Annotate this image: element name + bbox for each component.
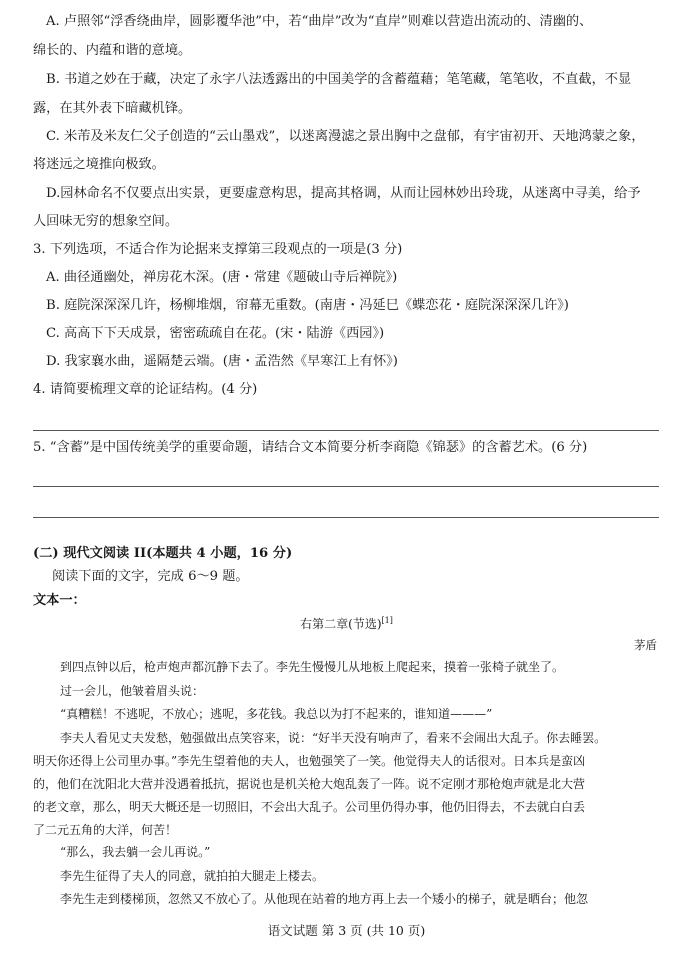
- option-b-line1: B. 书道之妙在于藏，决定了永字八法透露出的中国美学的含蓄蕴藉；笔笔藏，笔笔收，不直截，不显: [46, 72, 632, 87]
- answer-line[interactable]: [33, 430, 659, 431]
- passage-paragraph: 到四点钟以后，枪声炮声都沉静下去了。李先生慢慢儿从地板上爬起来，摸着一张椅子就坐了。: [60, 660, 565, 674]
- passage-paragraph: 李先生征得了夫人的同意，就拍拍大腿走上楼去。: [60, 869, 325, 883]
- text-one-label: 文本一：: [33, 593, 86, 608]
- passage-line: 的，他们在沈阳北大营并没遇着抵抗，据说也是机关枪大炮乱轰了一阵。说不定刚才那枪炮声就是北大营: [33, 777, 586, 791]
- passage-line: 了二元五角的大洋，何苦！: [33, 823, 178, 837]
- question-3-option-a: A. 曲径通幽处，禅房花木深。(唐・常建《题破山寺后禅院》): [46, 270, 398, 285]
- answer-line[interactable]: [33, 486, 659, 487]
- question-3-option-b: B. 庭院深深深几许，杨柳堆烟，帘幕无重数。(南唐・冯延巳《蝶恋花・庭院深深深几许》): [46, 298, 569, 313]
- question-3-option-c: C. 高高下下天成景，密密疏疏自在花。(宋・陆游《西园》): [46, 326, 385, 341]
- passage-line: 明天你还得上公司里办事。”李先生望着他的夫人，也勉强笑了一笑。他觉得夫人的话很对。日本兵是蛮凶: [33, 754, 586, 768]
- option-c-line2: 将迷远之境推向极致。: [33, 157, 165, 172]
- option-b-line2: 露，在其外表下暗藏机锋。: [33, 101, 192, 116]
- option-d-line2: 人回味无穷的想象空间。: [33, 214, 179, 229]
- author: 茅盾: [634, 638, 657, 652]
- answer-line[interactable]: [33, 517, 659, 518]
- chapter-title: [0, 612, 693, 633]
- passage-line: 的老文章，那么，明天大概还是一切照旧，不会出大乱子。公司里仍得办事，他仍旧得去，不去就白白丢: [33, 800, 586, 814]
- option-a-line1: A. 卢照邻“浮香绕曲岸，圆影覆华池”中，若“曲岸”改为“直岸”则难以营造出流动的、清幽的、: [46, 14, 593, 29]
- section-title: (二) 现代文阅读 II(本题共 4 小题，16 分): [33, 546, 293, 561]
- footnote-marker[interactable]: [1]: [381, 616, 393, 625]
- section-instruction: 阅读下面的文字，完成 6～9 题。: [52, 569, 249, 584]
- passage-paragraph: “那么，我去躺一会儿再说。”: [60, 845, 211, 859]
- question-3-option-d: D. 我家襄水曲，遥隔楚云端。(唐・孟浩然《早寒江上有怀》): [46, 354, 398, 369]
- page-footer: 语文试题 第 3 页 (共 10 页): [267, 923, 426, 938]
- passage-paragraph: 李夫人看见丈夫发愁，勉强做出点笑容来，说：“好半天没有响声了，看来不会闹出大乱子。你去睡罢。: [60, 731, 607, 745]
- passage-paragraph: 过一会儿，他皱着眉头说：: [60, 684, 205, 698]
- chapter-title-text: 右第二章(节选): [300, 617, 382, 631]
- question-5: 5. “含蓄”是中国传统美学的重要命题，请结合文本简要分析李商隐《锦瑟》的含蓄艺术。(6 分): [33, 440, 588, 455]
- option-a-line2: 绵长的、内蕴和谐的意境。: [33, 43, 192, 58]
- passage-paragraph: 李先生走到楼梯顶，忽然又不放心了。从他现在站着的地方再上去一个矮小的梯子，就是晒台；他忽: [60, 892, 589, 906]
- passage-paragraph: “真糟糕！不逃呢，不放心；逃呢，多花钱。我总以为打不起来的，谁知道———”: [60, 707, 493, 721]
- option-d-line1: D.园林命名不仅要点出实景，更要虚意构思，提高其格调，从而让园林妙出玲珑，从迷离中寻美，给予: [46, 186, 641, 201]
- option-c-line1: C. 米芾及米友仁父子创造的“云山墨戏”，以迷离漫滤之景出胸中之盘郁，有宇宙初开、天地鸿蒙之象，: [46, 129, 645, 144]
- question-4: 4. 请简要梳理文章的论证结构。(4 分): [33, 382, 258, 397]
- question-3-stem: 3. 下列选项，不适合作为论据来支撑第三段观点的一项是(3 分): [33, 242, 403, 257]
